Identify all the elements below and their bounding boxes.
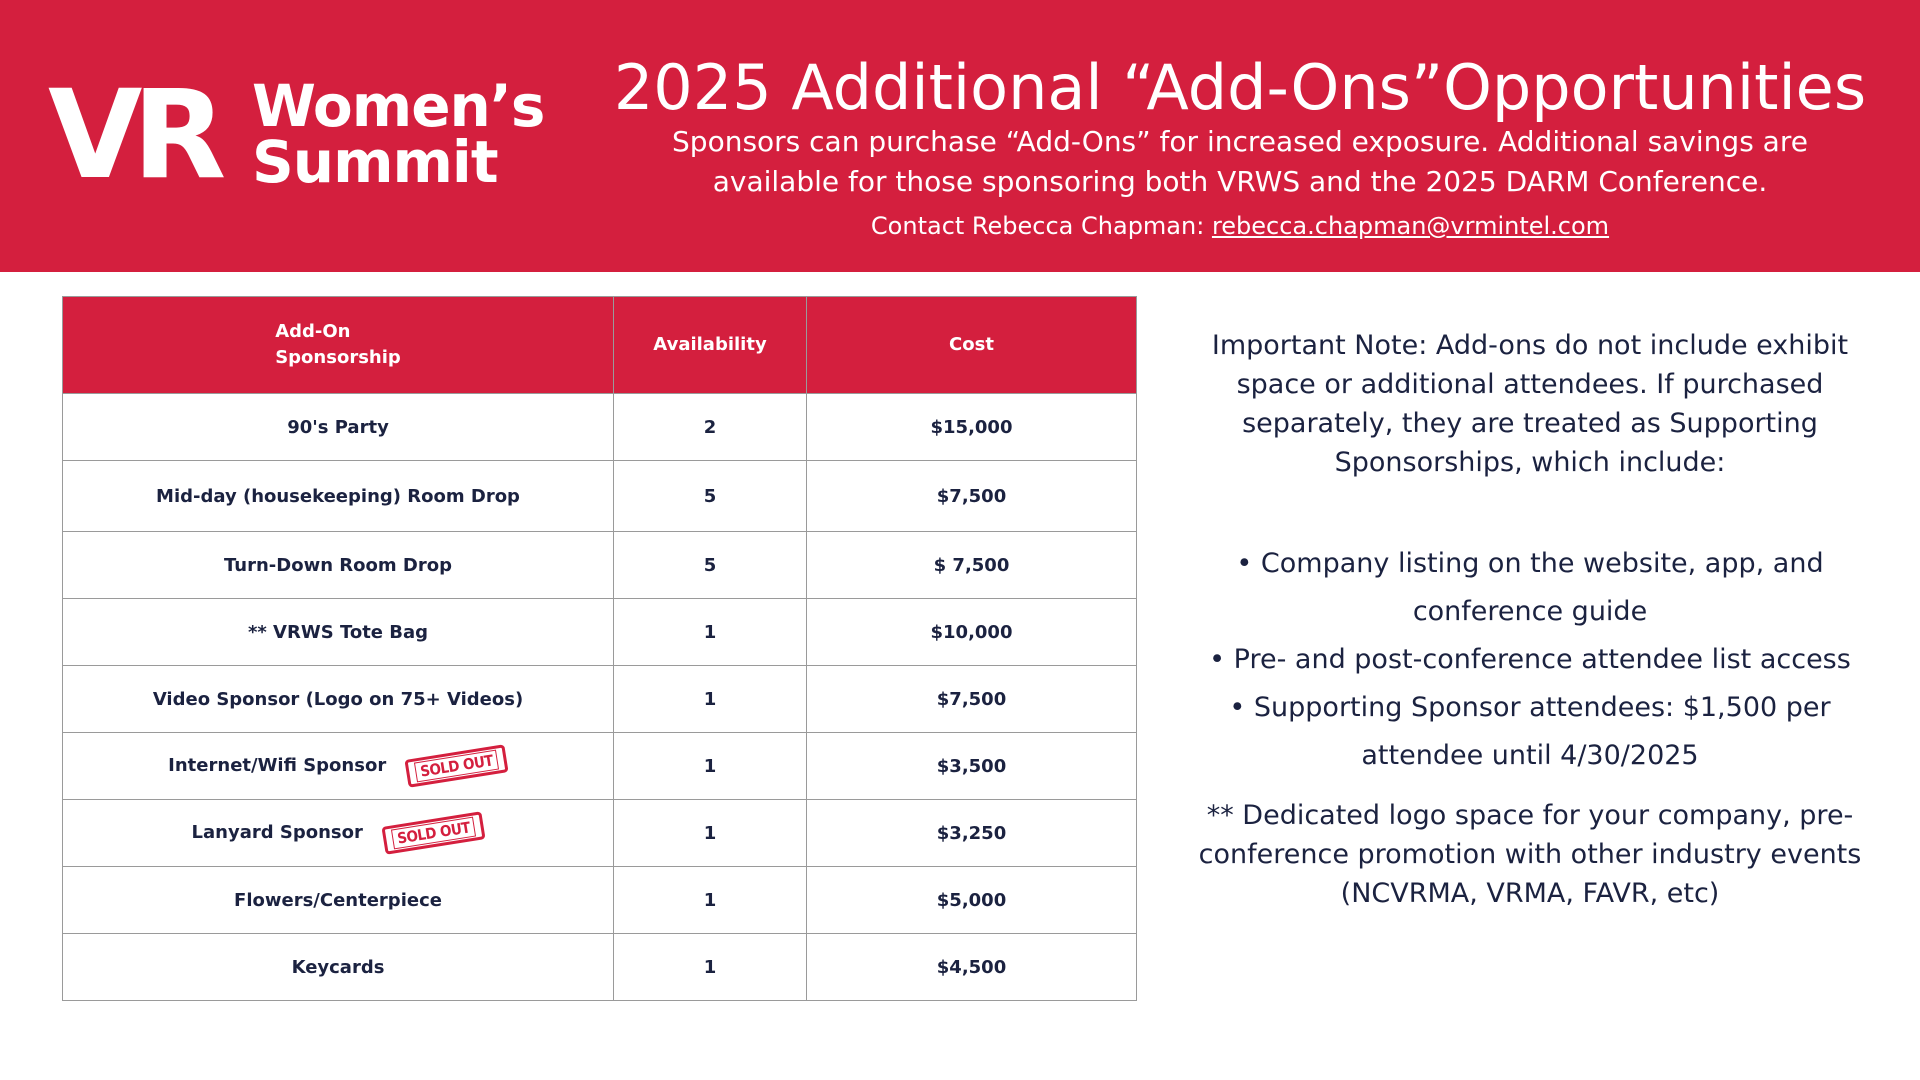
row-cost: $7,500 bbox=[807, 666, 1137, 733]
table-body bbox=[63, 394, 1137, 1001]
row-availability: 1 bbox=[614, 867, 807, 934]
table-row bbox=[63, 394, 1137, 461]
header-add-on-sponsorship bbox=[63, 297, 614, 394]
row-name: 90's Party bbox=[63, 394, 614, 461]
row-availability: 1 bbox=[614, 733, 807, 800]
subtitle-line-1: Sponsors can purchase “Add-Ons” for increased exposure. Additional savings are bbox=[672, 125, 1808, 158]
row-name: Turn-Down Room Drop bbox=[63, 532, 614, 599]
row-cost: $7,500 bbox=[807, 461, 1137, 532]
contact-line bbox=[600, 210, 1880, 242]
add-ons-table bbox=[62, 296, 1137, 1001]
row-cost: $4,500 bbox=[807, 934, 1137, 1001]
row-availability: 5 bbox=[614, 461, 807, 532]
row-name: ** VRWS Tote Bag bbox=[63, 599, 614, 666]
header-cost: Cost bbox=[807, 297, 1137, 394]
sold-out-stamp-icon: SOLD OUT bbox=[405, 744, 509, 788]
row-availability: 1 bbox=[614, 934, 807, 1001]
header-add-on-line2: Sponsorship bbox=[275, 347, 401, 368]
subtitle-line-2: available for those sponsoring both VRWS and the 2025 DARM Conference. bbox=[712, 165, 1768, 198]
table-header-row bbox=[63, 297, 1137, 394]
row-cost: $3,500 bbox=[807, 733, 1137, 800]
row-name: Internet/Wifi Sponsor bbox=[168, 755, 387, 776]
important-note-panel bbox=[1180, 326, 1880, 913]
table-row bbox=[63, 800, 1137, 867]
supporting-sponsorship-bullets bbox=[1180, 540, 1880, 780]
header-add-on-line1: Add-On bbox=[275, 321, 351, 342]
logo-words bbox=[252, 72, 545, 196]
row-name: Flowers/Centerpiece bbox=[63, 867, 614, 934]
row-availability: 5 bbox=[614, 532, 807, 599]
contact-email-link[interactable]: rebecca.chapman@vrmintel.com bbox=[1211, 212, 1610, 240]
row-availability: 1 bbox=[614, 800, 807, 867]
row-cost: $ 7,500 bbox=[807, 532, 1137, 599]
row-name-cell bbox=[63, 800, 614, 867]
table-row bbox=[63, 532, 1137, 599]
table-row bbox=[63, 461, 1137, 532]
bullet-item: • Company listing on the website, app, and conference guide bbox=[1236, 548, 1824, 627]
logo-line-summit: Summit bbox=[252, 128, 498, 196]
table-row bbox=[63, 934, 1137, 1001]
row-availability: 1 bbox=[614, 666, 807, 733]
header-banner bbox=[0, 0, 1920, 272]
table-row bbox=[63, 867, 1137, 934]
row-name: Mid-day (housekeeping) Room Drop bbox=[63, 461, 614, 532]
bullet-item: • Supporting Sponsor attendees: $1,500 per attendee until 4/30/2025 bbox=[1229, 692, 1831, 771]
row-cost: $10,000 bbox=[807, 599, 1137, 666]
table-row bbox=[63, 666, 1137, 733]
row-name: Keycards bbox=[63, 934, 614, 1001]
page-title: 2025 Additional “Add-Ons”Opportunities bbox=[613, 51, 1867, 124]
row-name-cell bbox=[63, 733, 614, 800]
add-ons-table-wrapper bbox=[62, 296, 1133, 1001]
logo-vr-text: VR bbox=[48, 64, 217, 206]
row-cost: $5,000 bbox=[807, 867, 1137, 934]
table-row bbox=[63, 733, 1137, 800]
table-row bbox=[63, 599, 1137, 666]
vr-womens-summit-logo bbox=[48, 64, 548, 206]
bullet-item: • Pre- and post-conference attendee list access bbox=[1209, 644, 1851, 675]
page-subtitle bbox=[600, 122, 1880, 202]
row-availability: 1 bbox=[614, 599, 807, 666]
row-name: Lanyard Sponsor bbox=[191, 822, 363, 843]
row-cost: $3,250 bbox=[807, 800, 1137, 867]
important-note-text: Important Note: Add-ons do not include exhibit space or additional attendees. If purchased separately, they are treated as Supporting Sponsorships, which include: bbox=[1211, 330, 1849, 478]
contact-label: Contact Rebecca Chapman: bbox=[870, 212, 1212, 240]
logo-line-womens: Women’s bbox=[252, 72, 545, 140]
sold-out-stamp-icon: SOLD OUT bbox=[382, 811, 486, 855]
row-name: Video Sponsor (Logo on 75+ Videos) bbox=[63, 666, 614, 733]
header-availability: Availability bbox=[614, 297, 807, 394]
row-cost: $15,000 bbox=[807, 394, 1137, 461]
row-availability: 2 bbox=[614, 394, 807, 461]
logo-space-footnote: ** Dedicated logo space for your company, pre-conference promotion with other industry events (NCVRMA, VRMA, FAVR, etc) bbox=[1198, 800, 1862, 909]
